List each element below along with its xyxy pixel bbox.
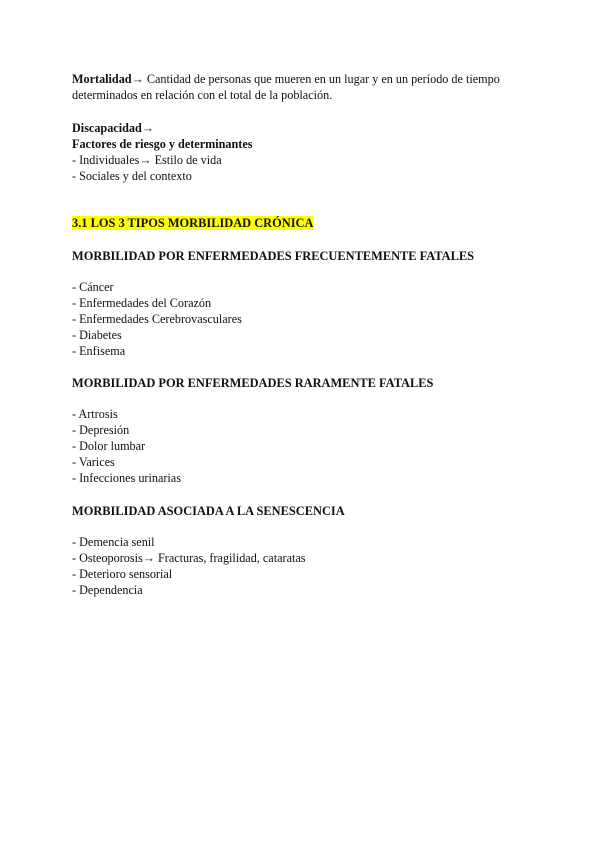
list-item: - Depresión xyxy=(72,423,130,437)
list-item: - Osteoporosis→ Fracturas, fragilidad, cataratas xyxy=(72,551,306,565)
list-item: - Diabetes xyxy=(72,328,122,342)
list-item: - Cáncer xyxy=(72,280,114,294)
list-item: - Varices xyxy=(72,455,115,469)
list-item: - Dependencia xyxy=(72,583,143,597)
discapacidad-arrow: → xyxy=(141,121,154,135)
list-item: - Artrosis xyxy=(72,407,118,421)
factores-heading: Factores de riesgo y determinantes xyxy=(72,137,253,151)
list-item: - Enfermedades del Corazón xyxy=(72,296,212,310)
group-heading: MORBILIDAD POR ENFERMEDADES RARAMENTE FATALES xyxy=(72,376,434,390)
discapacidad-term: Discapacidad xyxy=(72,121,142,135)
mortalidad-term: Mortalidad xyxy=(72,72,132,86)
mortalidad-line-1 xyxy=(72,71,542,87)
section-title: 3.1 LOS 3 TIPOS MORBILIDAD CRÓNICA xyxy=(72,216,314,230)
discapacidad-line xyxy=(72,120,542,136)
mortalidad-definition-2: determinados en relación con el total de la población. xyxy=(72,88,333,102)
list-item: - Demencia senil xyxy=(72,535,155,549)
list-item: - Enfermedades Cerebrovasculares xyxy=(72,312,242,326)
group-heading: MORBILIDAD ASOCIADA A LA SENESCENCIA xyxy=(72,504,345,518)
list-item: - Enfisema xyxy=(72,344,126,358)
group-heading: MORBILIDAD POR ENFERMEDADES FRECUENTEMENTE FATALES xyxy=(72,249,475,263)
factores-item: - Sociales y del contexto xyxy=(72,169,192,183)
section-title-line xyxy=(72,215,542,231)
list-item: - Deterioro sensorial xyxy=(72,567,173,581)
factores-item: - Individuales→ Estilo de vida xyxy=(72,153,222,167)
mortalidad-definition-1: Cantidad de personas que mueren en un lugar y en un período de tiempo xyxy=(143,72,500,86)
list-item: - Dolor lumbar xyxy=(72,439,146,453)
list-item: - Infecciones urinarias xyxy=(72,471,181,485)
mortalidad-arrow: → xyxy=(131,72,144,86)
